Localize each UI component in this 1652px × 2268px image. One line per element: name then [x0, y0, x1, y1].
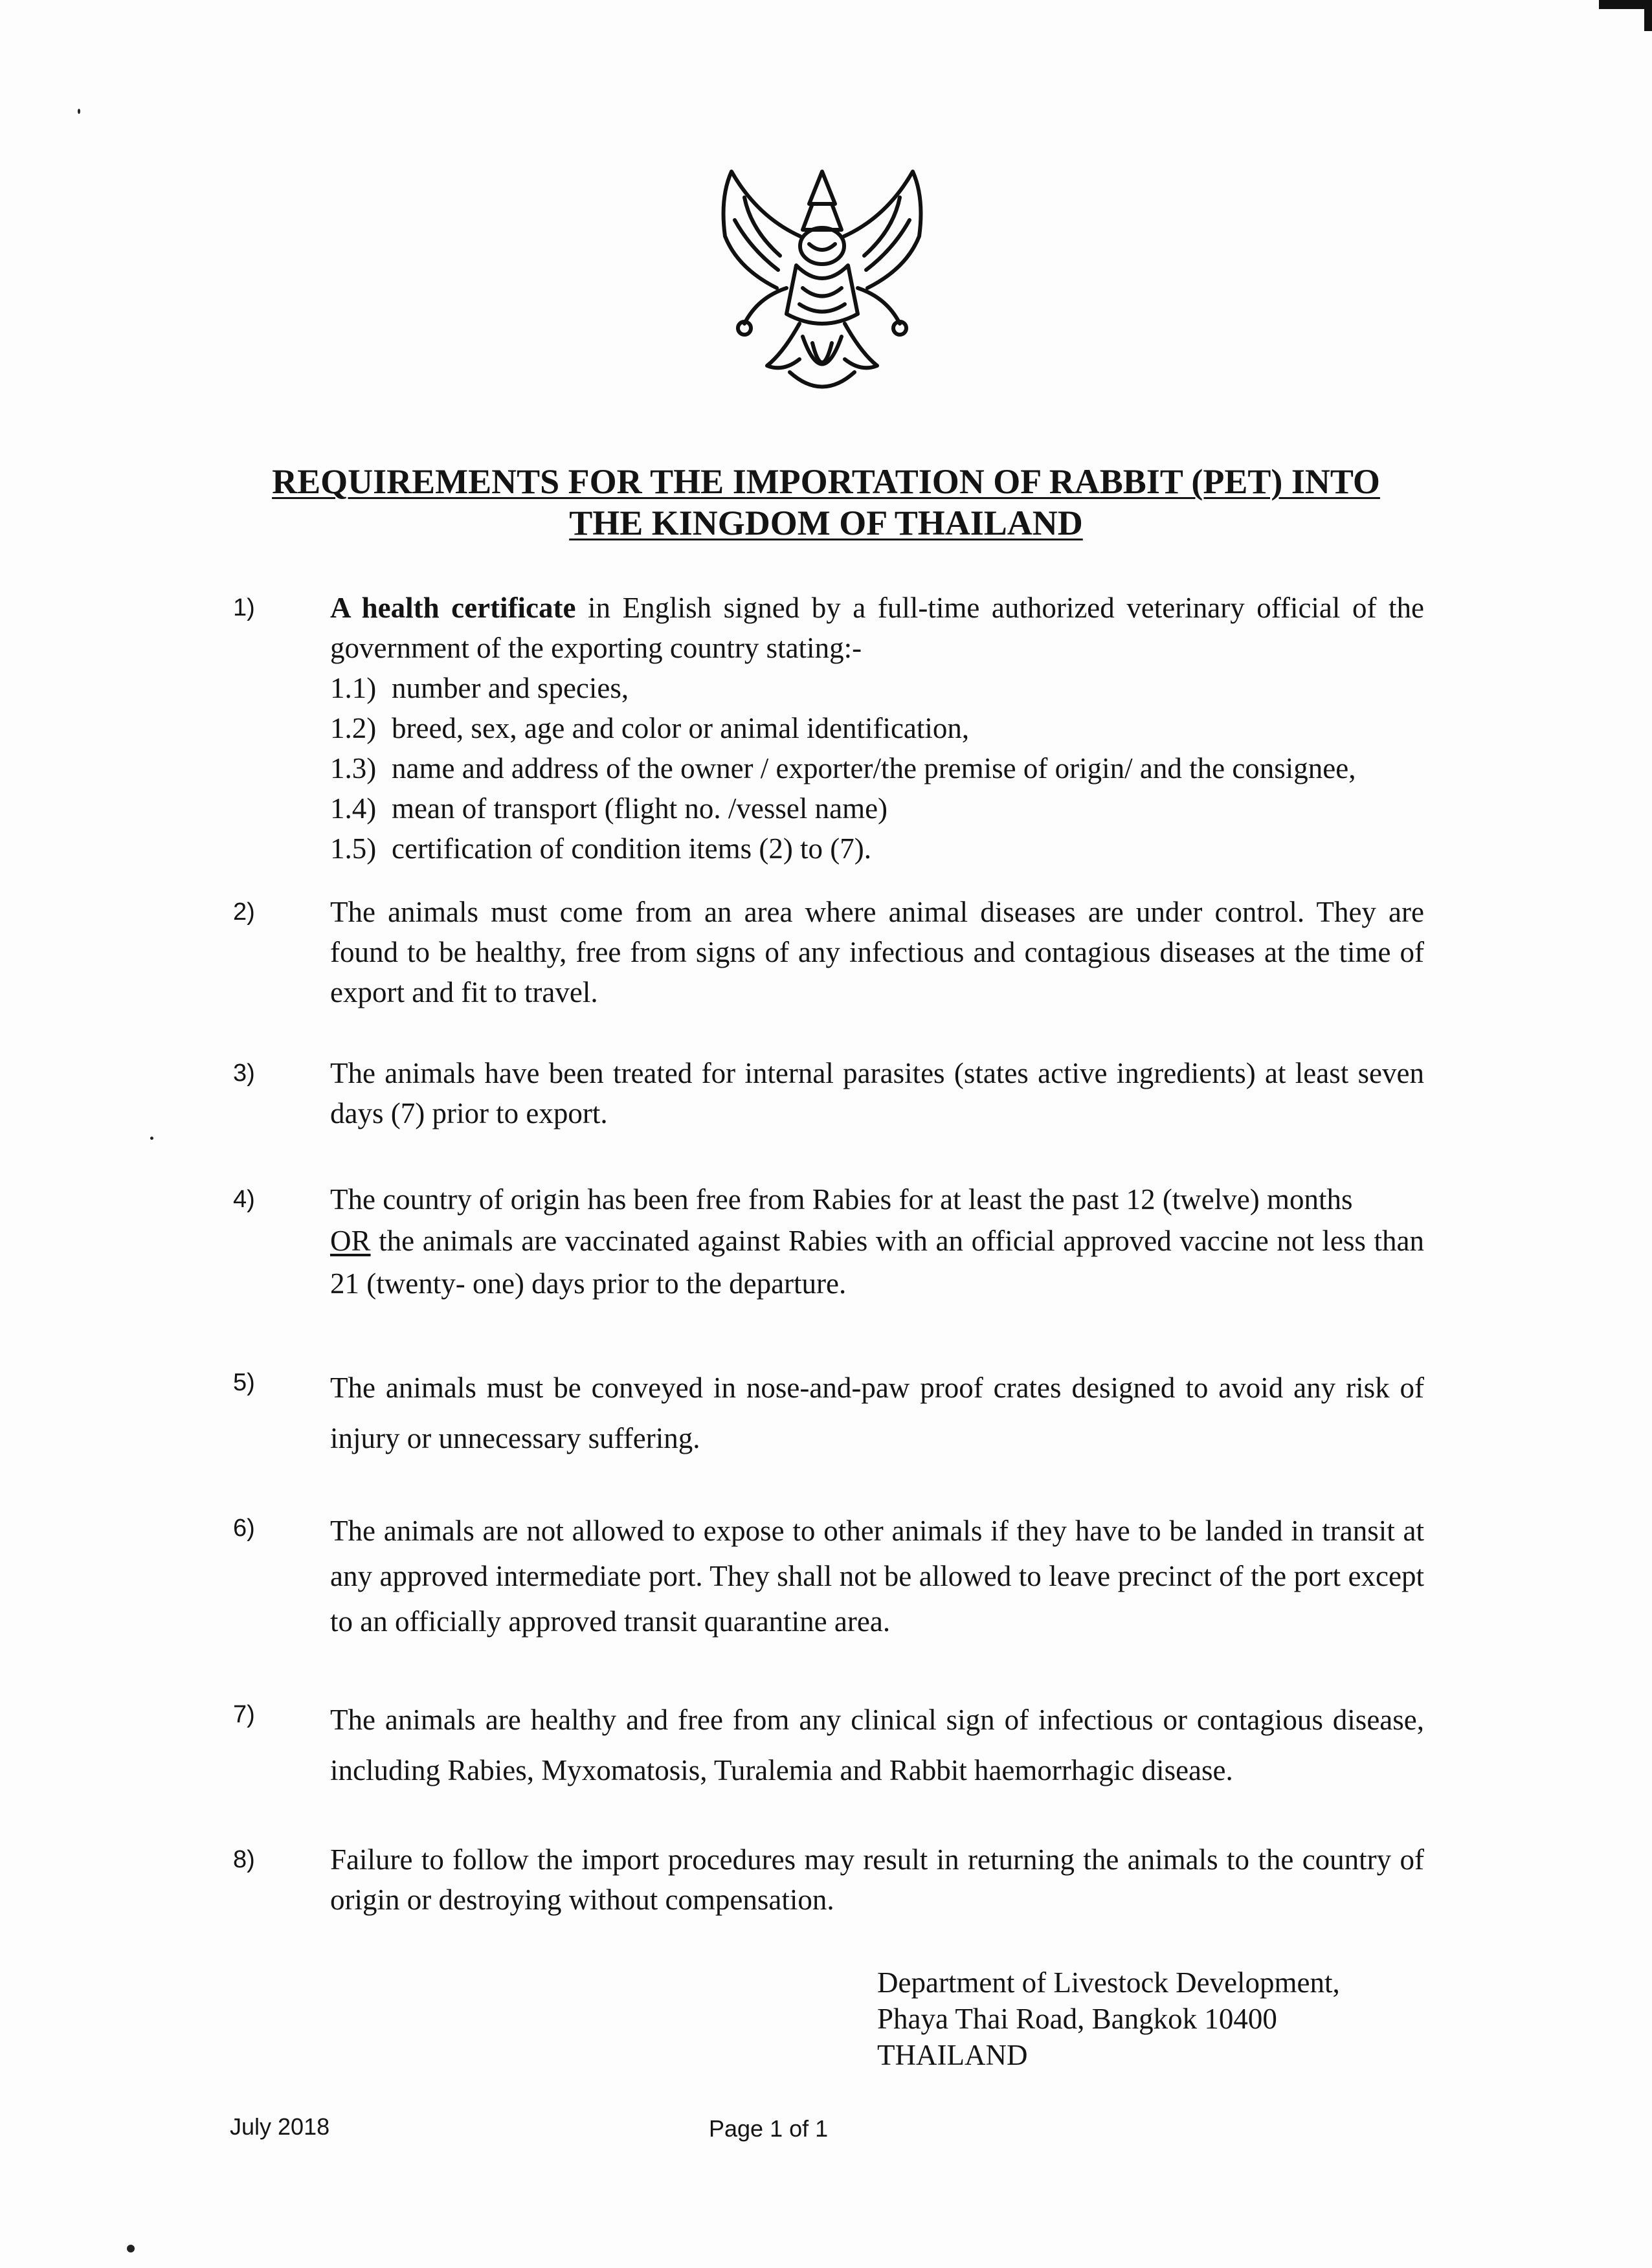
subitem-text: breed, sex, age and color or animal identification, — [392, 712, 970, 744]
title-line-2: THE KINGDOM OF THAILAND — [569, 504, 1083, 542]
document-title — [0, 461, 1652, 544]
scan-corner-mark — [1587, 0, 1652, 39]
subitem — [330, 668, 1424, 708]
subitem-number: 1.2) — [330, 712, 377, 744]
item-number: 7) — [233, 1701, 255, 1728]
item-text: The animals are not allowed to expose to other animals if they have to be landed in transit at any approved intermediate port. They shall not be allowed to leave precinct of the port except to an officially approved transit quarantine area. — [330, 1515, 1424, 1638]
footer-page-number: Page 1 of 1 — [709, 2115, 829, 2142]
item-number: 3) — [233, 1060, 255, 1087]
item-text: The animals are healthy and free from any clinical sign of infectious or contagious disease, including Rabies, Myxomatosis, Turalemia and Rabbit haemorrhagic disease. — [330, 1704, 1424, 1786]
subitem-number: 1.1) — [330, 672, 377, 704]
subitem-number: 1.5) — [330, 832, 377, 865]
scan-speck — [127, 2245, 135, 2252]
subitem — [330, 748, 1424, 788]
subitem-number: 1.4) — [330, 792, 377, 825]
item-text: Failure to follow the import procedures may result in returning the animals to the country of origin or destroying without compensation. — [330, 1843, 1424, 1916]
footer-date: July 2018 — [230, 2113, 330, 2140]
item-text-rest-wrapper — [330, 1219, 1424, 1305]
item-number: 8) — [233, 1846, 255, 1873]
subitem-text: mean of transport (flight no. /vessel name) — [392, 792, 888, 825]
item-text: The animals have been treated for internal parasites (states active ingredients) at least seven days (7) prior to export. — [330, 1057, 1424, 1129]
item-text: The animals must be conveyed in nose-and-paw proof crates designed to avoid any risk of injury or unnecessary suffering. — [330, 1372, 1424, 1454]
subitem — [330, 788, 1424, 828]
item-body — [330, 588, 1424, 869]
subitem-text: name and address of the owner / exporter/the premise of origin/ and the consignee, — [392, 752, 1356, 784]
scan-speck — [150, 1137, 153, 1140]
address-line-1: Department of Livestock Development, — [877, 1966, 1340, 1999]
subitem-number: 1.3) — [330, 752, 377, 784]
item-lead-bold: A health certificate — [330, 592, 576, 624]
item-number: 4) — [233, 1186, 255, 1213]
item-number: 5) — [233, 1369, 255, 1396]
item-number: 1) — [233, 594, 255, 621]
title-line-1: REQUIREMENTS FOR THE IMPORTATION OF RABBIT (PET) INTO — [272, 462, 1380, 501]
item-text-rest: the animals are vaccinated against Rabies with an official approved vaccine not less than 21 (twenty- one) days prior to the departure. — [330, 1225, 1424, 1300]
garuda-emblem-icon — [706, 159, 939, 405]
issuer-address — [877, 1964, 1340, 2073]
scan-speck — [78, 109, 80, 114]
subitem — [330, 708, 1424, 748]
item-number: 6) — [233, 1515, 255, 1542]
item-text-line: The country of origin has been free from Rabies for at least the past 12 (twelve) months — [330, 1183, 1353, 1216]
subitem-text: certification of condition items (2) to (7). — [392, 832, 872, 865]
item-text: The animals must come from an area where animal diseases are under control. They are found to be healthy, free from signs of any infectious and contagious diseases at the time of export and fit to travel. — [330, 896, 1424, 1008]
address-line-3: THAILAND — [877, 2039, 1028, 2071]
item-number: 2) — [233, 898, 255, 926]
item-underlined-or: OR — [330, 1225, 371, 1257]
item-text — [330, 588, 1424, 668]
item-body — [330, 1179, 1424, 1305]
item-lead-rest: in English signed by a full-time authorized veterinary official of the government of the exporting country stating:- — [330, 592, 1424, 664]
subitem — [330, 828, 1424, 869]
address-line-2: Phaya Thai Road, Bangkok 10400 — [877, 2003, 1277, 2035]
subitem-text: number and species, — [392, 672, 629, 704]
